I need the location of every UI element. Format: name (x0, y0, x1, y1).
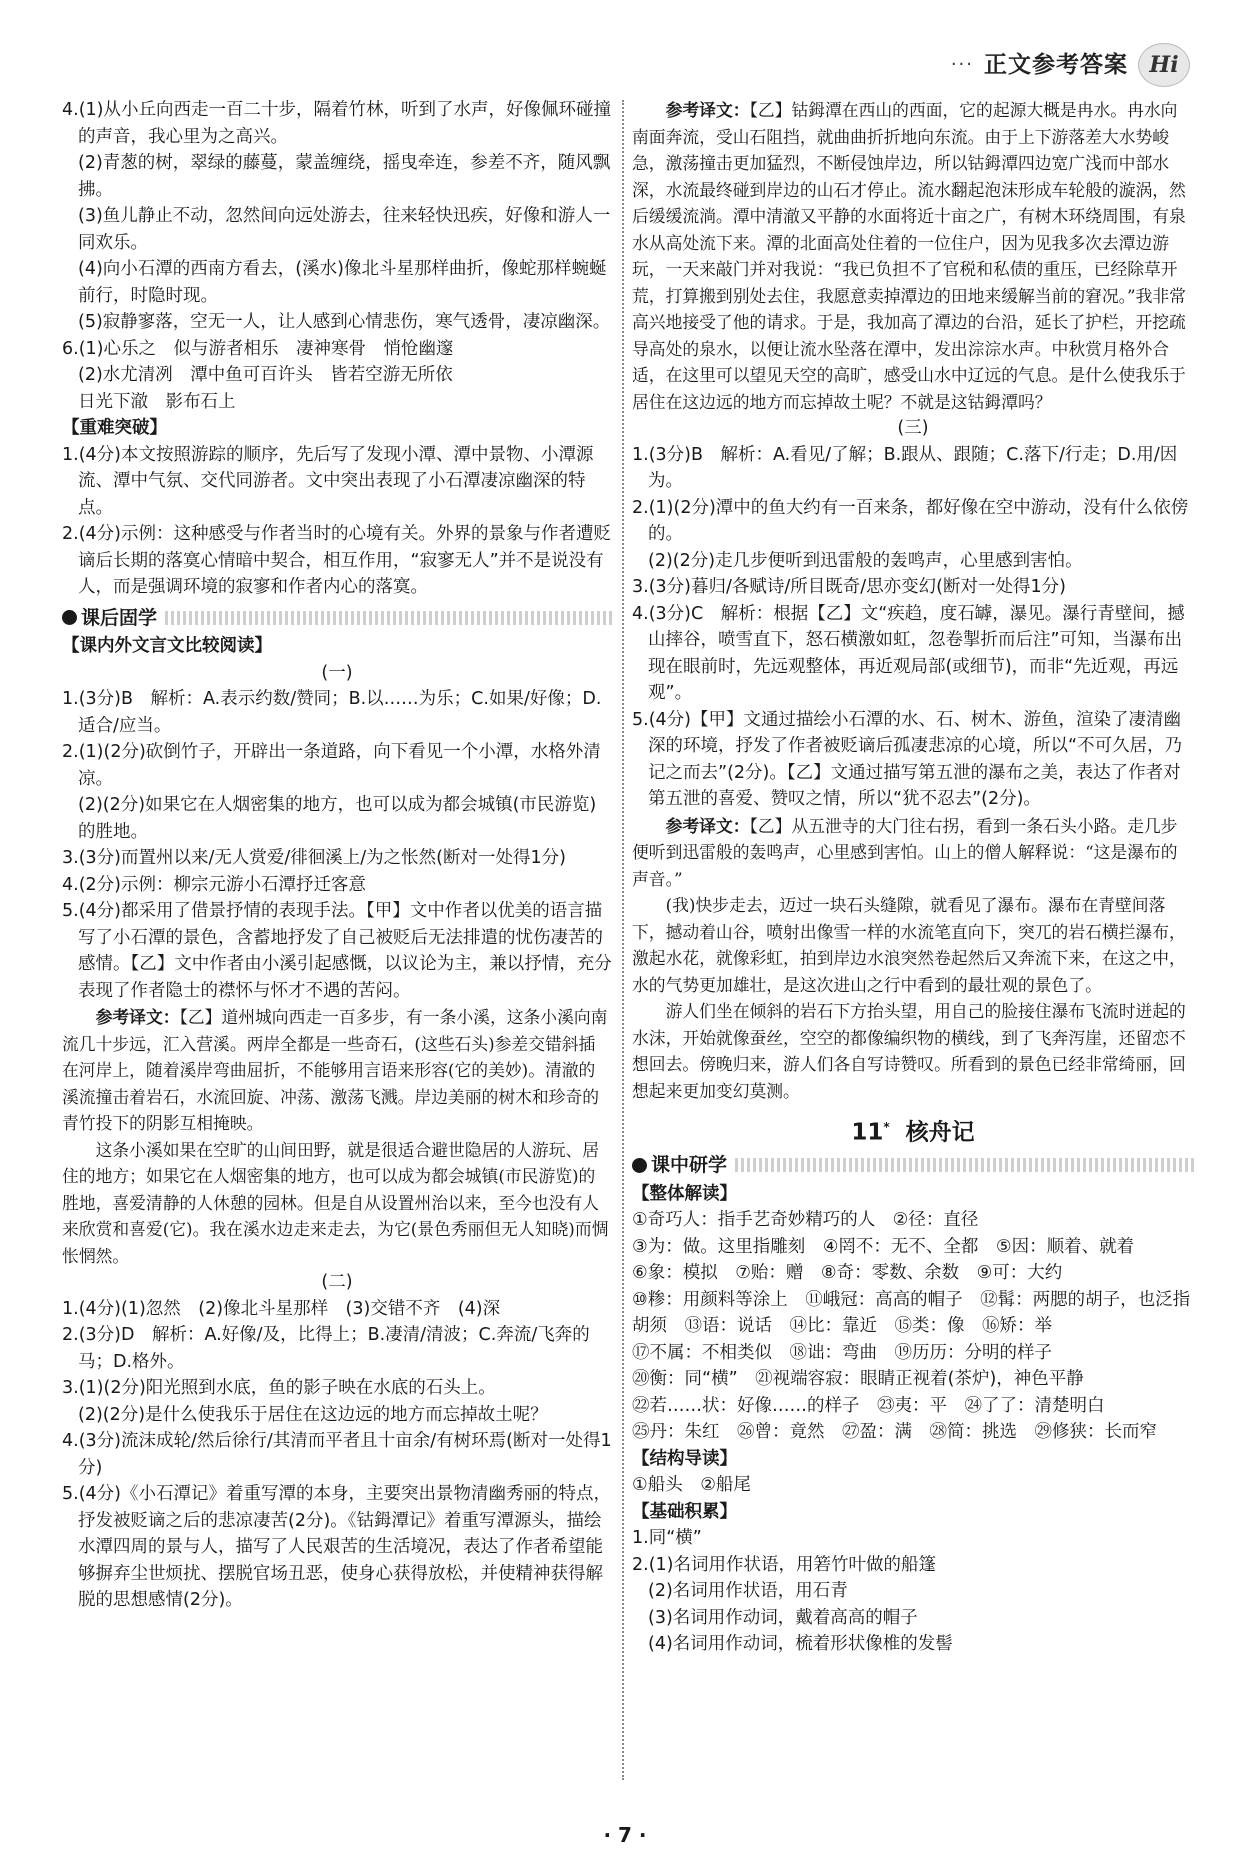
zhongnan-1: 1.(4分)本文按照游踪的顺序，先后写了发现小潭、潭中景物、小潭源流、潭中气氛、交代同游者。文中突出表现了小石潭凄凉幽深的特点。 (62, 444, 594, 518)
zhengti-line-3: ⑥象：模拟 ⑦贻：赠 ⑧奇：零数、余数 ⑨可：大约 (632, 1263, 1063, 1284)
part1-q2-2: (2)(2分)如果它在人烟密集的地方，也可以成为都会城镇(市民游览)的胜地。 (78, 795, 597, 842)
zhengti-line-7: ㉒若……状：好像……的样子 ㉓夷：平 ㉔了了：清楚明白 (632, 1395, 1105, 1416)
part2-q2: 2.(3分)D 解析：A.好像/及，比得上；B.凄清/清波；C.奔流/飞奔的马；D.格外。 (62, 1325, 590, 1372)
jichu-2-2: (2)名词用作状语，用石青 (648, 1581, 848, 1602)
column-divider (622, 100, 624, 1780)
zhengti-heading: 【整体解读】 (632, 1183, 737, 1204)
section-bar (165, 611, 612, 625)
page-header (951, 40, 1190, 90)
jiegou-line: ①船头 ②船尾 (632, 1475, 751, 1496)
part2-q5: 5.(4分)《小石潭记》着重写潭的本身，主要突出景物清幽秀丽的特点，抒发被贬谪之后的悲凉凄苦(2分)。《钴鉧潭记》着重写潭源头，描绘水潭四周的景与人，描写了人民艰苦的生活境况，表达了作者希望能够摒弃尘世烦扰、摆脱官场丑恶，使身心获得放松，并使精神获得解脱的思想感情(2分)。 (62, 1484, 611, 1610)
jichu-2-4: (4)名词用作动词，梳着形状像椎的发髻 (648, 1634, 953, 1655)
part1-q4: 4.(2分)示例：柳宗元游小石潭抒迁客意 (62, 874, 366, 895)
zhongnan-heading: 【重难突破】 (62, 418, 167, 438)
section-bar (735, 1158, 1194, 1172)
answer-q4-2: (2)青葱的树，翠绿的藤蔓，蒙盖缠绕，摇曳牵连，参差不齐，随风飘拂。 (78, 153, 611, 200)
part1-heading: (一) (321, 662, 353, 683)
part3-q2-1: 2.(1)(2分)潭中的鱼大约有一百来条，都好像在空中游动，没有什么依傍的。 (632, 497, 1189, 544)
lesson-name: 核舟记 (905, 1119, 975, 1146)
translation-2-text: 【乙】钴鉧潭在西山的西面，它的起源大概是冉水。冉水向南面奔流，受山石阻挡，就曲曲折折地向东流。由于上下游落差大水势峻急，激荡撞击更加猛烈，不断侵蚀岸边，所以钴鉧潭四边宽广浅而中部水深，水流最终碰到岸边的山石才停止。流水翻起泡沫形成车轮般的漩涡，然后缓缓流淌。潭中清澈又平静的水面将近十亩之广，有树木环绕周围，有泉水从高处流下来。潭的北面高处住着的一位住户，因为见我多次去潭边游玩，一天来敲门并对我说：“我已负担不了官税和私债的重压，已经除草开荒，打算搬到别处去住，我愿意卖掉潭边的田地来缓解当前的窘况。”我非常高兴地接受了他的请求。于是，我加高了潭边的台沿，延长了护栏，开挖疏导高处的泉水，以便让流水坠落在潭中，发出淙淙水声。中秋赏月格外合适，在这里可以望见天空的高旷，感受山水中辽远的气息。是什么使我乐于居住在这边远的地方而忘掉故土呢？不就是这钴鉧潭吗？ (632, 100, 1186, 412)
translation-2-label: 参考译文： (665, 100, 750, 120)
section-bullet-icon (62, 610, 77, 625)
part3-q4: 4.(3分)C 解析：根据【乙】文“疾趋，度石罅，瀑见。瀑行青壁间，撼山摔谷，喷雪直下，怒石横激如虹，忽卷掣折而后注”可知，当瀑布出现在眼前时，先远观整体，再近观局部(或细节)，而非“先近观，再远观”。 (632, 603, 1185, 703)
translation-1-label: 参考译文： (95, 1007, 180, 1027)
answer-q6-1: 6.(1)心乐之 似与游者相乐 凄神寒骨 悄怆幽邃 (62, 338, 454, 359)
lesson-number: 11 (851, 1119, 884, 1146)
part1-q1: 1.(3分)B 解析：A.表示约数/赞同；B.以……为乐；C.如果/好像；D.适合/应当。 (62, 689, 602, 736)
header-title: 正文参考答案 (984, 51, 1128, 78)
translation-1-para2: 这条小溪如果在空旷的山间田野，就是很适合避世隐居的人游玩、居住的地方；如果它在人烟密集的地方，也可以成为都会城镇(市民游览)的胜地，喜爱清静的人休憩的园林。但是自从设置州治以来，至今也没有人来欣赏和喜爱(它)。我在溪水边走来走去，为它(景色秀丽但无人知晓)而惆怅惘然。 (62, 1139, 609, 1266)
part2-heading: (二) (321, 1272, 353, 1292)
part3-q5: 5.(4分)【甲】文通过描绘小石潭的水、石、树木、游鱼，渲染了凄清幽深的环境，抒发了作者被贬谪后孤凄悲凉的心境，所以“不可久居，乃记之而去”(2分)。【乙】文通过描写第五泄的瀑布之美，表达了作者对第五泄的喜爱、赞叹之情，所以“犹不忍去”(2分)。 (632, 709, 1183, 809)
translation-3 (632, 813, 1194, 893)
lesson-title (632, 1114, 1194, 1146)
answer-q4-1: 4.(1)从小丘向西走一百二十步，隔着竹林，听到了水声，好像佩环碰撞的声音，我心里为之高兴。 (62, 100, 611, 147)
part3-q1: 1.(3分)B 解析：A.看见/了解；B.跟从、跟随；C.落下/行走；D.用/因为。 (632, 444, 1178, 491)
translation-3-para3: 游人们坐在倾斜的岩石下方抬头望，用自己的脸接住瀑布飞流时迸起的水沫，开始就像蚕丝，空空的都像编织物的横线，到了飞奔泻崖，还留恋不想回去。傍晚归来，游人们各自写诗赞叹。所看到的景色已经非常绮丽，回想起来更加变幻莫测。 (632, 1001, 1186, 1101)
translation-3-para2: (我)快步走去，迈过一块石头缝隙，就看见了瀑布。瀑布在青壁间落下，撼动着山谷，喷射出像雪一样的水流笔直向下，突兀的岩石横拦瀑布，激起水花，就像彩虹，拍到岸边水浪突然卷起然后又奔流下来，在这之中，水的气势更加雄壮，是这次进山之行中看到的最壮观的景色了。 (632, 895, 1186, 995)
part3-q2-2: (2)(2分)走几步便听到迅雷般的轰鸣声，心里感到害怕。 (648, 550, 1083, 571)
kezhong-title: 课中研学 (651, 1154, 728, 1177)
translation-3-label: 参考译文： (665, 815, 750, 836)
answer-q6-2: (2)水尤清冽 潭中鱼可百许头 皆若空游无所依 (78, 365, 453, 385)
answer-q4-4: (4)向小石潭的西南方看去，(溪水)像北斗星那样曲折，像蛇那样蜿蜒前行，时隐时现。 (78, 259, 607, 306)
answer-q6-3: 日光下澈 影布石上 (78, 391, 236, 412)
zhengti-line-6: ⑳衡：同“横” ㉑视端容寂：眼睛正视着(茶炉)，神色平静 (632, 1369, 1084, 1390)
zhengti-line-1: ①奇巧人：指手艺奇妙精巧的人 ②径：直径 (632, 1210, 979, 1231)
part2-q1: 1.(4分)(1)忽然 (2)像北斗星那样 (3)交错不齐 (4)深 (62, 1298, 501, 1319)
kehou-title: 课后固学 (81, 606, 158, 629)
translation-3-text: 【乙】从五泄寺的大门往右拐，看到一条石头小路。走几步便听到迅雷般的轰鸣声，心里感到害怕。山上的僧人解释说：“这是瀑布的声音。” (632, 815, 1178, 889)
part3-q3: 3.(3分)暮归/各赋诗/所目既奇/思亦变幻(断对一处得1分) (632, 577, 1066, 597)
jichu-2-1: 2.(1)名词用作状语，用箬竹叶做的船篷 (632, 1554, 936, 1575)
jichu-2-3: (3)名词用作动词，戴着高高的帽子 (648, 1607, 918, 1628)
jichu-1: 1.同“横” (632, 1528, 702, 1549)
section-bullet-icon (632, 1158, 647, 1173)
translation-1 (62, 1004, 612, 1137)
part1-q5: 5.(4分)都采用了借景抒情的表现手法。【甲】文中作者以优美的语言描写了小石潭的景色，含蓄地抒发了自己被贬后无法排遣的忧伤凄苦的感情。【乙】文中作者由小溪引起感慨，以议论为主，兼以抒情，充分表现了作者隐士的襟怀与怀才不遇的苦闷。 (62, 901, 612, 1001)
part1-q2-1: 2.(1)(2分)砍倒竹子，开辟出一条道路，向下看见一个小潭，水格外清凉。 (62, 742, 601, 789)
zhongnan-2: 2.(4分)示例：这种感受与作者当时的心境有关。外界的景象与作者遭贬谪后长期的落寞心情暗中契合，相互作用，“寂寥无人”并不是说没有人，而是强调环境的寂寥和作者内心的落寞。 (62, 524, 611, 597)
brand-logo-icon: Hi (1138, 43, 1190, 87)
answer-q4-5: (5)寂静寥落，空无一人，让人感到心情悲伤，寒气透骨，凄凉幽深。 (78, 312, 611, 332)
translation-2 (632, 97, 1194, 415)
kezhong-section-heading (632, 1152, 1194, 1179)
zhengti-line-4: ⑩糁：用颜料等涂上 ⑪峨冠：高高的帽子 ⑫髯：两腮的胡子，也泛指胡须 ⑬语：说话 ⑭比：靠近 ⑮类：像 ⑯矫：举 (632, 1289, 1191, 1337)
part2-q4: 4.(3分)流沫成轮/然后徐行/其清而平者且十亩余/有树环焉(断对一处得1分) (62, 1431, 612, 1478)
part2-q3-1: 3.(1)(2分)阳光照到水底，鱼的影子映在水底的石头上。 (62, 1378, 496, 1398)
part2-q3-2: (2)(2分)是什么使我乐于居住在这边远的地方而忘掉故土呢？ (78, 1404, 548, 1425)
bijiao-heading: 【课内外文言文比较阅读】 (62, 636, 272, 656)
header-dots: ··· (950, 53, 974, 75)
part3-heading: (三) (897, 418, 929, 438)
left-column (62, 97, 612, 1614)
answer-q4-3: (3)鱼儿静止不动，忽然间向远处游去，往来轻快迅疾，好像和游人一同欢乐。 (78, 206, 611, 253)
jichu-heading: 【基础积累】 (632, 1501, 737, 1522)
translation-1-text: 【乙】道州城向西走一百多步，有一条小溪，这条小溪向南流几十步远，汇入营溪。两岸全都是一些奇石，(这些石头)参差交错斜插在河岸上，随着溪岸弯曲屈折，不能够用言语来形容(它的美妙)。清澈的溪流撞击着岩石，水流回旋、冲荡、激荡飞溅。岸边美丽的树木和珍奇的青竹投下的阴影互相掩映。 (62, 1007, 608, 1133)
zhengti-line-2: ③为：做。这里指雕刻 ④罔不：无不、全都 ⑤因：顺着、就着 (632, 1236, 1135, 1257)
zhengti-line-8: ㉕丹：朱红 ㉖曾：竟然 ㉗盈：满 ㉘简：挑选 ㉙修狭：长而窄 (632, 1422, 1157, 1443)
zhengti-line-5: ⑰不属：不相类似 ⑱诎：弯曲 ⑲历历：分明的样子 (632, 1342, 1052, 1363)
right-column (632, 97, 1194, 1658)
page-number: · 7 · (603, 1823, 647, 1847)
jiegou-heading: 【结构导读】 (632, 1448, 737, 1469)
part1-q3: 3.(3分)而置州以来/无人赏爱/徘徊溪上/为之怅然(断对一处得1分) (62, 848, 566, 868)
kehou-section-heading (62, 605, 612, 632)
lesson-star: * (883, 1120, 890, 1134)
